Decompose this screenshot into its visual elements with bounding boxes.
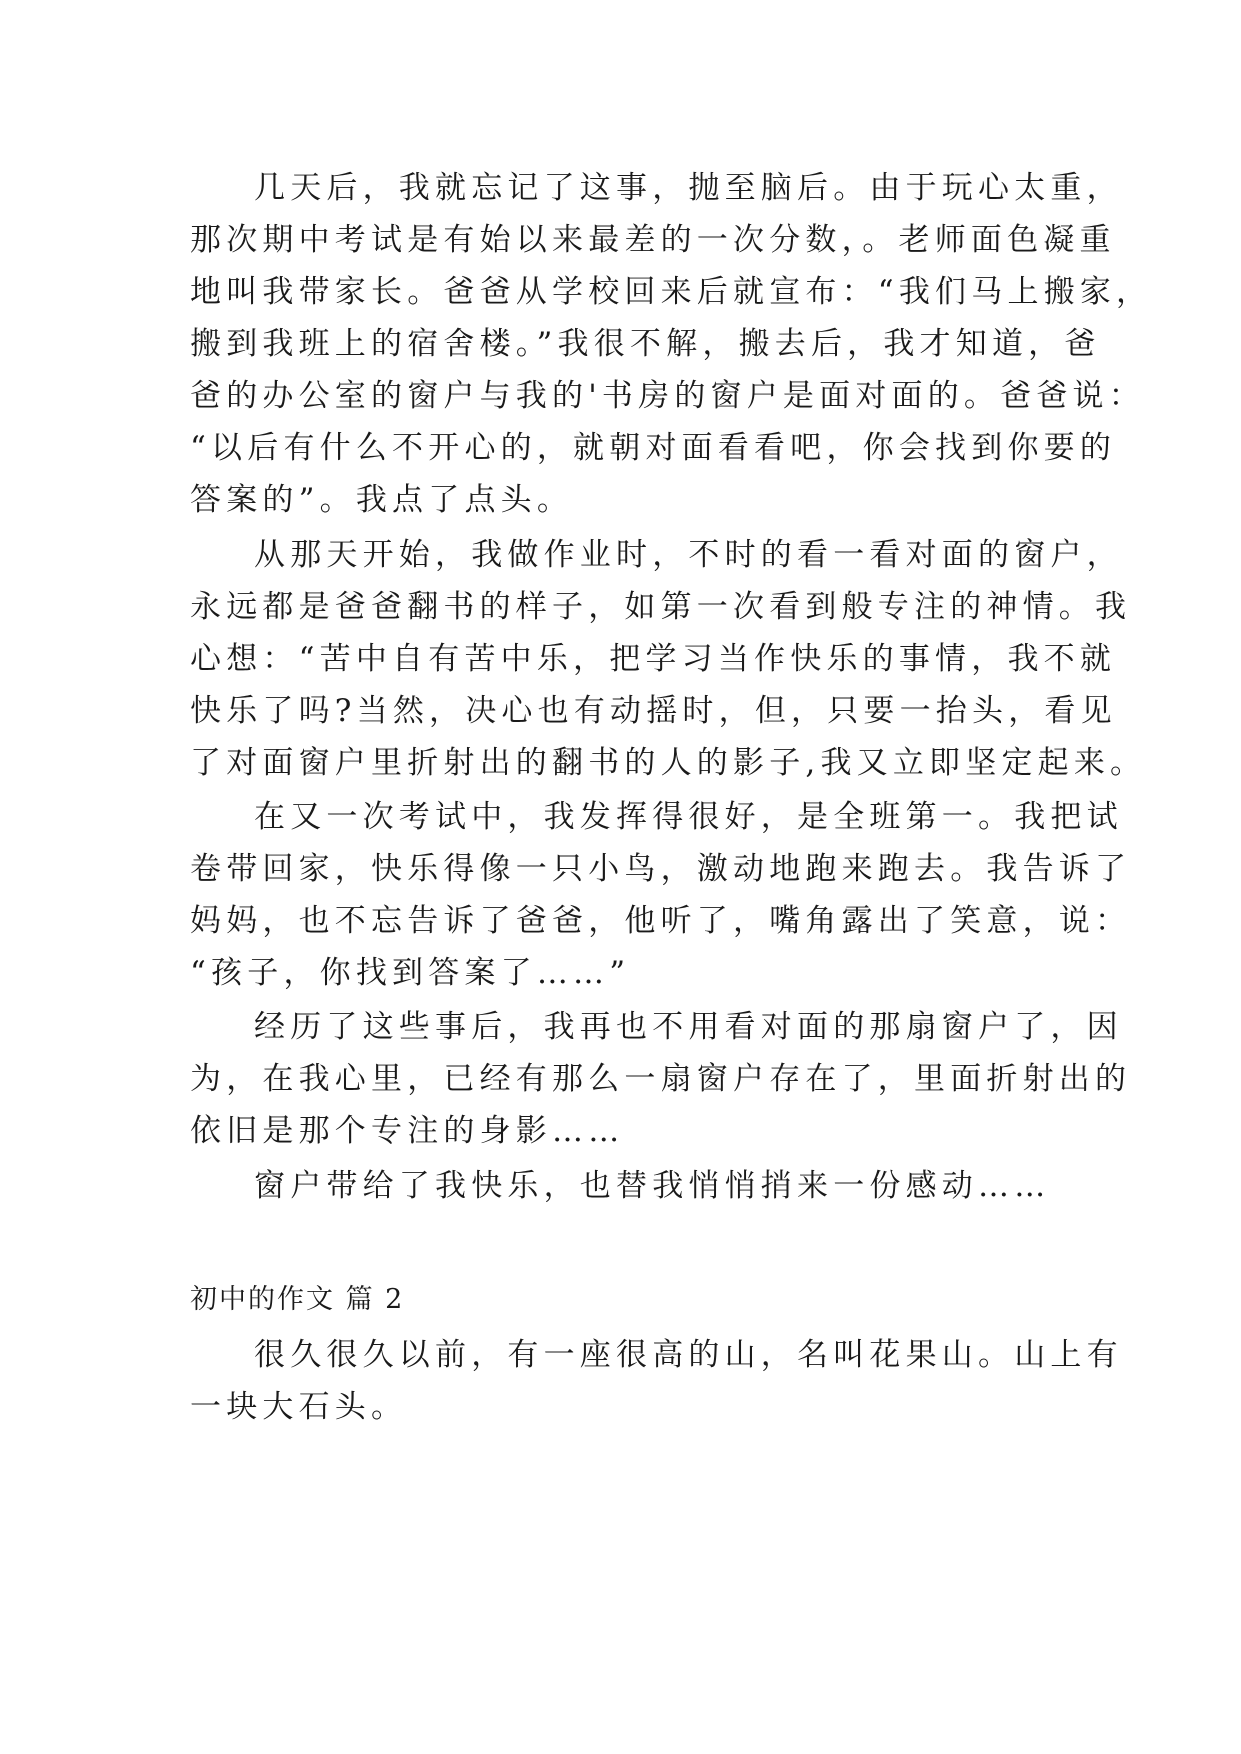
text-line: 搬到我班上的宿舍楼。”我很不解，搬去后，我才知道，爸 [190, 326, 1101, 362]
text-line: 从那天开始，我做作业时，不时的看一看对面的窗户， [254, 537, 1123, 573]
text-line: 窗户带给了我快乐，也替我悄悄捎来一份感动…… [254, 1168, 1051, 1204]
text-line: 心想：“苦中自有苦中乐，把学习当作快乐的事情，我不就 [190, 641, 1117, 677]
text-line: “孩子，你找到答案了……” [190, 955, 631, 991]
text-line: 很久很久以前，有一座很高的山，名叫花果山。山上有 [254, 1337, 1123, 1373]
text-line: 一块大石头。 [190, 1389, 408, 1425]
text-line: 爸的办公室的窗户与我的'书房的窗户是面对面的。爸爸说： [190, 378, 1145, 414]
section-heading: 初中的作文 篇 2 [190, 1284, 405, 1315]
text-line: 永远都是爸爸翻书的样子，如第一次看到般专注的神情。我 [190, 589, 1132, 625]
text-line: 为，在我心里，已经有那么一扇窗户存在了，里面折射出的 [190, 1061, 1132, 1097]
text-line: 卷带回家，快乐得像一只小鸟，激动地跑来跑去。我告诉了 [190, 851, 1132, 887]
text-line: 在又一次考试中，我发挥得很好，是全班第一。我把试 [254, 799, 1123, 835]
text-line: 答案的”。我点了点头。 [190, 482, 574, 518]
text-line: 几天后，我就忘记了这事，抛至脑后。由于玩心太重， [254, 170, 1123, 206]
text-line: 快乐了吗?当然，决心也有动摇时，但，只要一抬头，看见 [190, 693, 1117, 729]
text-line: 妈妈，也不忘告诉了爸爸，他听了，嘴角露出了笑意，说： [190, 903, 1132, 939]
text-line: 经历了这些事后，我再也不用看对面的那扇窗户了，因 [254, 1009, 1123, 1045]
text-line: “以后有什么不开心的，就朝对面看看吧，你会找到你要的 [190, 430, 1117, 466]
text-line: 那次期中考试是有始以来最差的一次分数，。老师面色凝重 [190, 222, 1116, 258]
text-line: 依旧是那个专注的身影…… [190, 1113, 625, 1149]
text-line: 地叫我带家长。爸爸从学校回来后就宣布：“我们马上搬家， [190, 274, 1153, 310]
text-line: 了对面窗户里折射出的翻书的人的影子,我又立即坚定起来。 [190, 745, 1147, 781]
